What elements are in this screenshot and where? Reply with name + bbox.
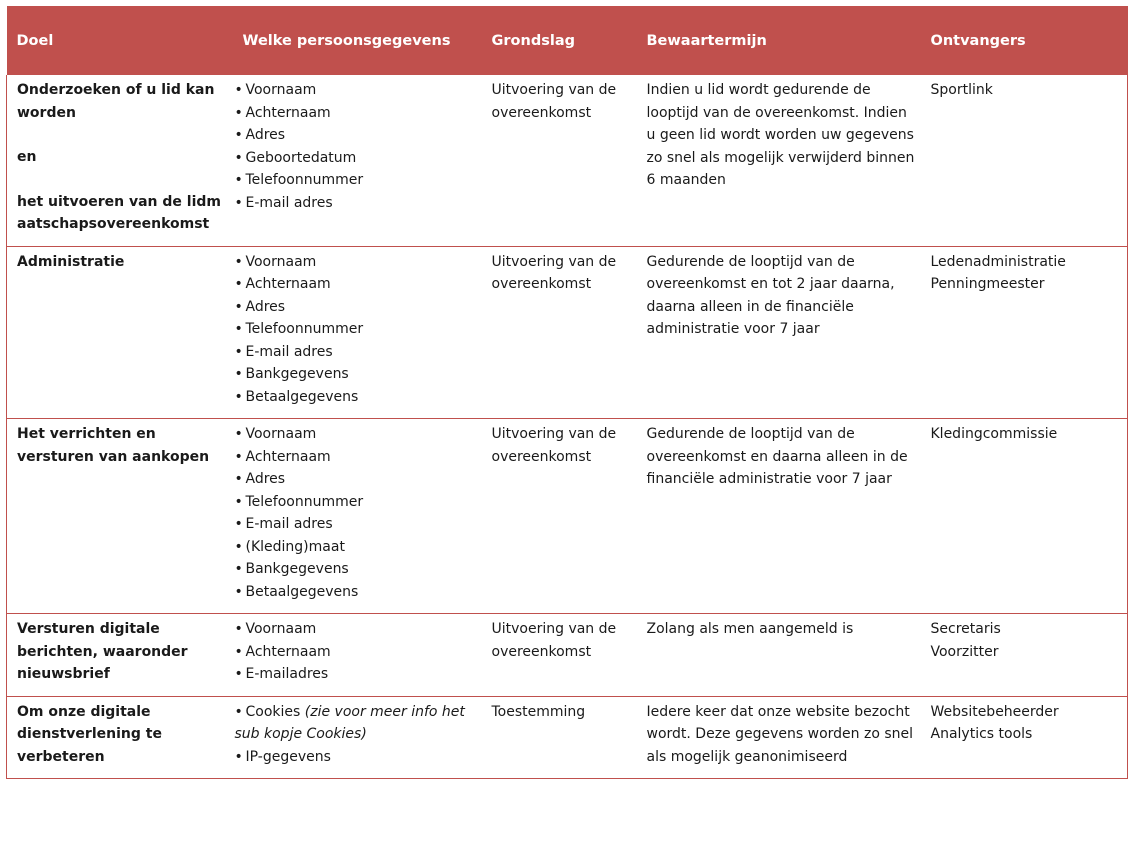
ontvanger-text: Analytics tools [930, 726, 1033, 742]
doel-cell: Het verrichten en versturen van aankopen [7, 419, 233, 614]
table-row [7, 419, 1128, 614]
ontvanger-text: Websitebeheerder [930, 703, 1059, 720]
list-item: • Achternaam [235, 446, 476, 469]
header-bewaartermijn: Bewaartermijn [637, 6, 921, 75]
ontvanger-text: Voorzitter [930, 643, 999, 660]
cookies-label: Cookies [245, 703, 301, 720]
header-grondslag: Grondslag [482, 6, 637, 75]
bewaartermijn-cell: Gedurende de looptijd van de overeenkomst en daarna alleen in de financiële administratie voor 7 jaar [637, 419, 921, 614]
list-item: • Betaalgegevens [235, 581, 476, 604]
gegevens-list [235, 251, 476, 409]
bewaartermijn-cell: Iedere keer dat onze website bezocht wordt. Deze gegevens worden zo snel als mogelijk geanonimiseerd [637, 696, 921, 779]
ontvanger-text: Kledingcommissie [930, 426, 1058, 442]
doel-text: Onderzoeken of u lid kan worden [17, 82, 215, 121]
list-item: • Voornaam [235, 79, 476, 102]
ontvangers-cell [921, 246, 1128, 419]
gegevens-list [235, 618, 476, 686]
doel-cell: Administratie [7, 246, 233, 419]
grondslag-cell: Toestemming [482, 696, 637, 779]
table-row [7, 75, 1128, 246]
list-item: • Achternaam [235, 102, 476, 125]
list-item: • Telefoonnummer [235, 169, 476, 192]
doel-cell [7, 75, 233, 246]
gegevens-list [235, 701, 476, 769]
gegevens-list [235, 423, 476, 603]
ontvanger-text: Penningmeester [930, 276, 1045, 292]
list-item: • Adres [235, 468, 476, 491]
doel-cell: Om onze digitale dienstverlening te verbeteren [7, 696, 233, 779]
list-item: • Bankgegevens [235, 558, 476, 581]
grondslag-cell: Uitvoering van de overeenkomst [482, 75, 637, 246]
list-item: • Achternaam [235, 641, 476, 664]
gegevens-cell [233, 614, 482, 697]
header-ontvangers: Ontvangers [921, 6, 1128, 75]
list-item: • E-mail adres [235, 341, 476, 364]
doel-text: en [17, 149, 37, 165]
bewaartermijn-cell: Indien u lid wordt gedurende de looptijd van de overeenkomst. Indien u geen lid wordt worden uw gegevens zo snel als mogelijk verwijderd binnen 6 maanden [637, 75, 921, 246]
gegevens-cell [233, 696, 482, 779]
ontvangers-cell [921, 419, 1128, 614]
header-persoonsgegevens: Welke persoonsgegevens [233, 6, 482, 75]
ontvangers-cell [921, 75, 1128, 246]
ontvanger-text: Secretaris [930, 621, 1001, 637]
table-row [7, 614, 1128, 697]
list-item: • Adres [235, 296, 476, 319]
list-item: • Geboortedatum [235, 147, 476, 170]
list-item: • IP-gegevens [235, 746, 476, 769]
grondslag-cell: Uitvoering van de overeenkomst [482, 419, 637, 614]
cookies-note: (zie voor meer info het sub kopje Cookies) [234, 703, 465, 742]
bewaartermijn-cell: Zolang als men aangemeld is [637, 614, 921, 697]
list-item: • Adres [235, 124, 476, 147]
table-row [7, 696, 1128, 779]
list-item: • E-mailadres [235, 663, 476, 686]
list-item: • E-mail adres [235, 513, 476, 536]
list-item: • E-mail adres [235, 192, 476, 215]
doel-text: het uitvoeren van de lidmaatschapsovereenkomst [17, 193, 221, 232]
list-item: • Telefoonnummer [235, 318, 476, 341]
header-doel: Doel [7, 6, 233, 75]
list-item: • Voornaam [235, 251, 476, 274]
doel-cell: Versturen digitale berichten, waaronder nieuwsbrief [7, 614, 233, 697]
grondslag-cell: Uitvoering van de overeenkomst [482, 246, 637, 419]
ontvanger-text: Ledenadministratie [930, 253, 1066, 270]
gegevens-list [235, 79, 476, 214]
list-item: • Voornaam [235, 423, 476, 446]
list-item: • Voornaam [235, 618, 476, 641]
gegevens-cell [233, 246, 482, 419]
list-item: • Achternaam [235, 273, 476, 296]
ontvanger-text: Sportlink [930, 82, 993, 98]
privacy-table [6, 6, 1128, 779]
gegevens-cell [233, 419, 482, 614]
bewaartermijn-cell: Gedurende de looptijd van de overeenkomst en tot 2 jaar daarna, daarna alleen in de financiële administratie voor 7 jaar [637, 246, 921, 419]
ontvangers-cell [921, 614, 1128, 697]
list-item: • Telefoonnummer [235, 491, 476, 514]
header-row [7, 6, 1128, 75]
list-item: • Betaalgegevens [235, 386, 476, 409]
grondslag-cell: Uitvoering van de overeenkomst [482, 614, 637, 697]
gegevens-cell [233, 75, 482, 246]
list-item [235, 701, 476, 746]
ontvangers-cell [921, 696, 1128, 779]
list-item: • Bankgegevens [235, 363, 476, 386]
table-row [7, 246, 1128, 419]
list-item: • (Kleding)maat [235, 536, 476, 559]
